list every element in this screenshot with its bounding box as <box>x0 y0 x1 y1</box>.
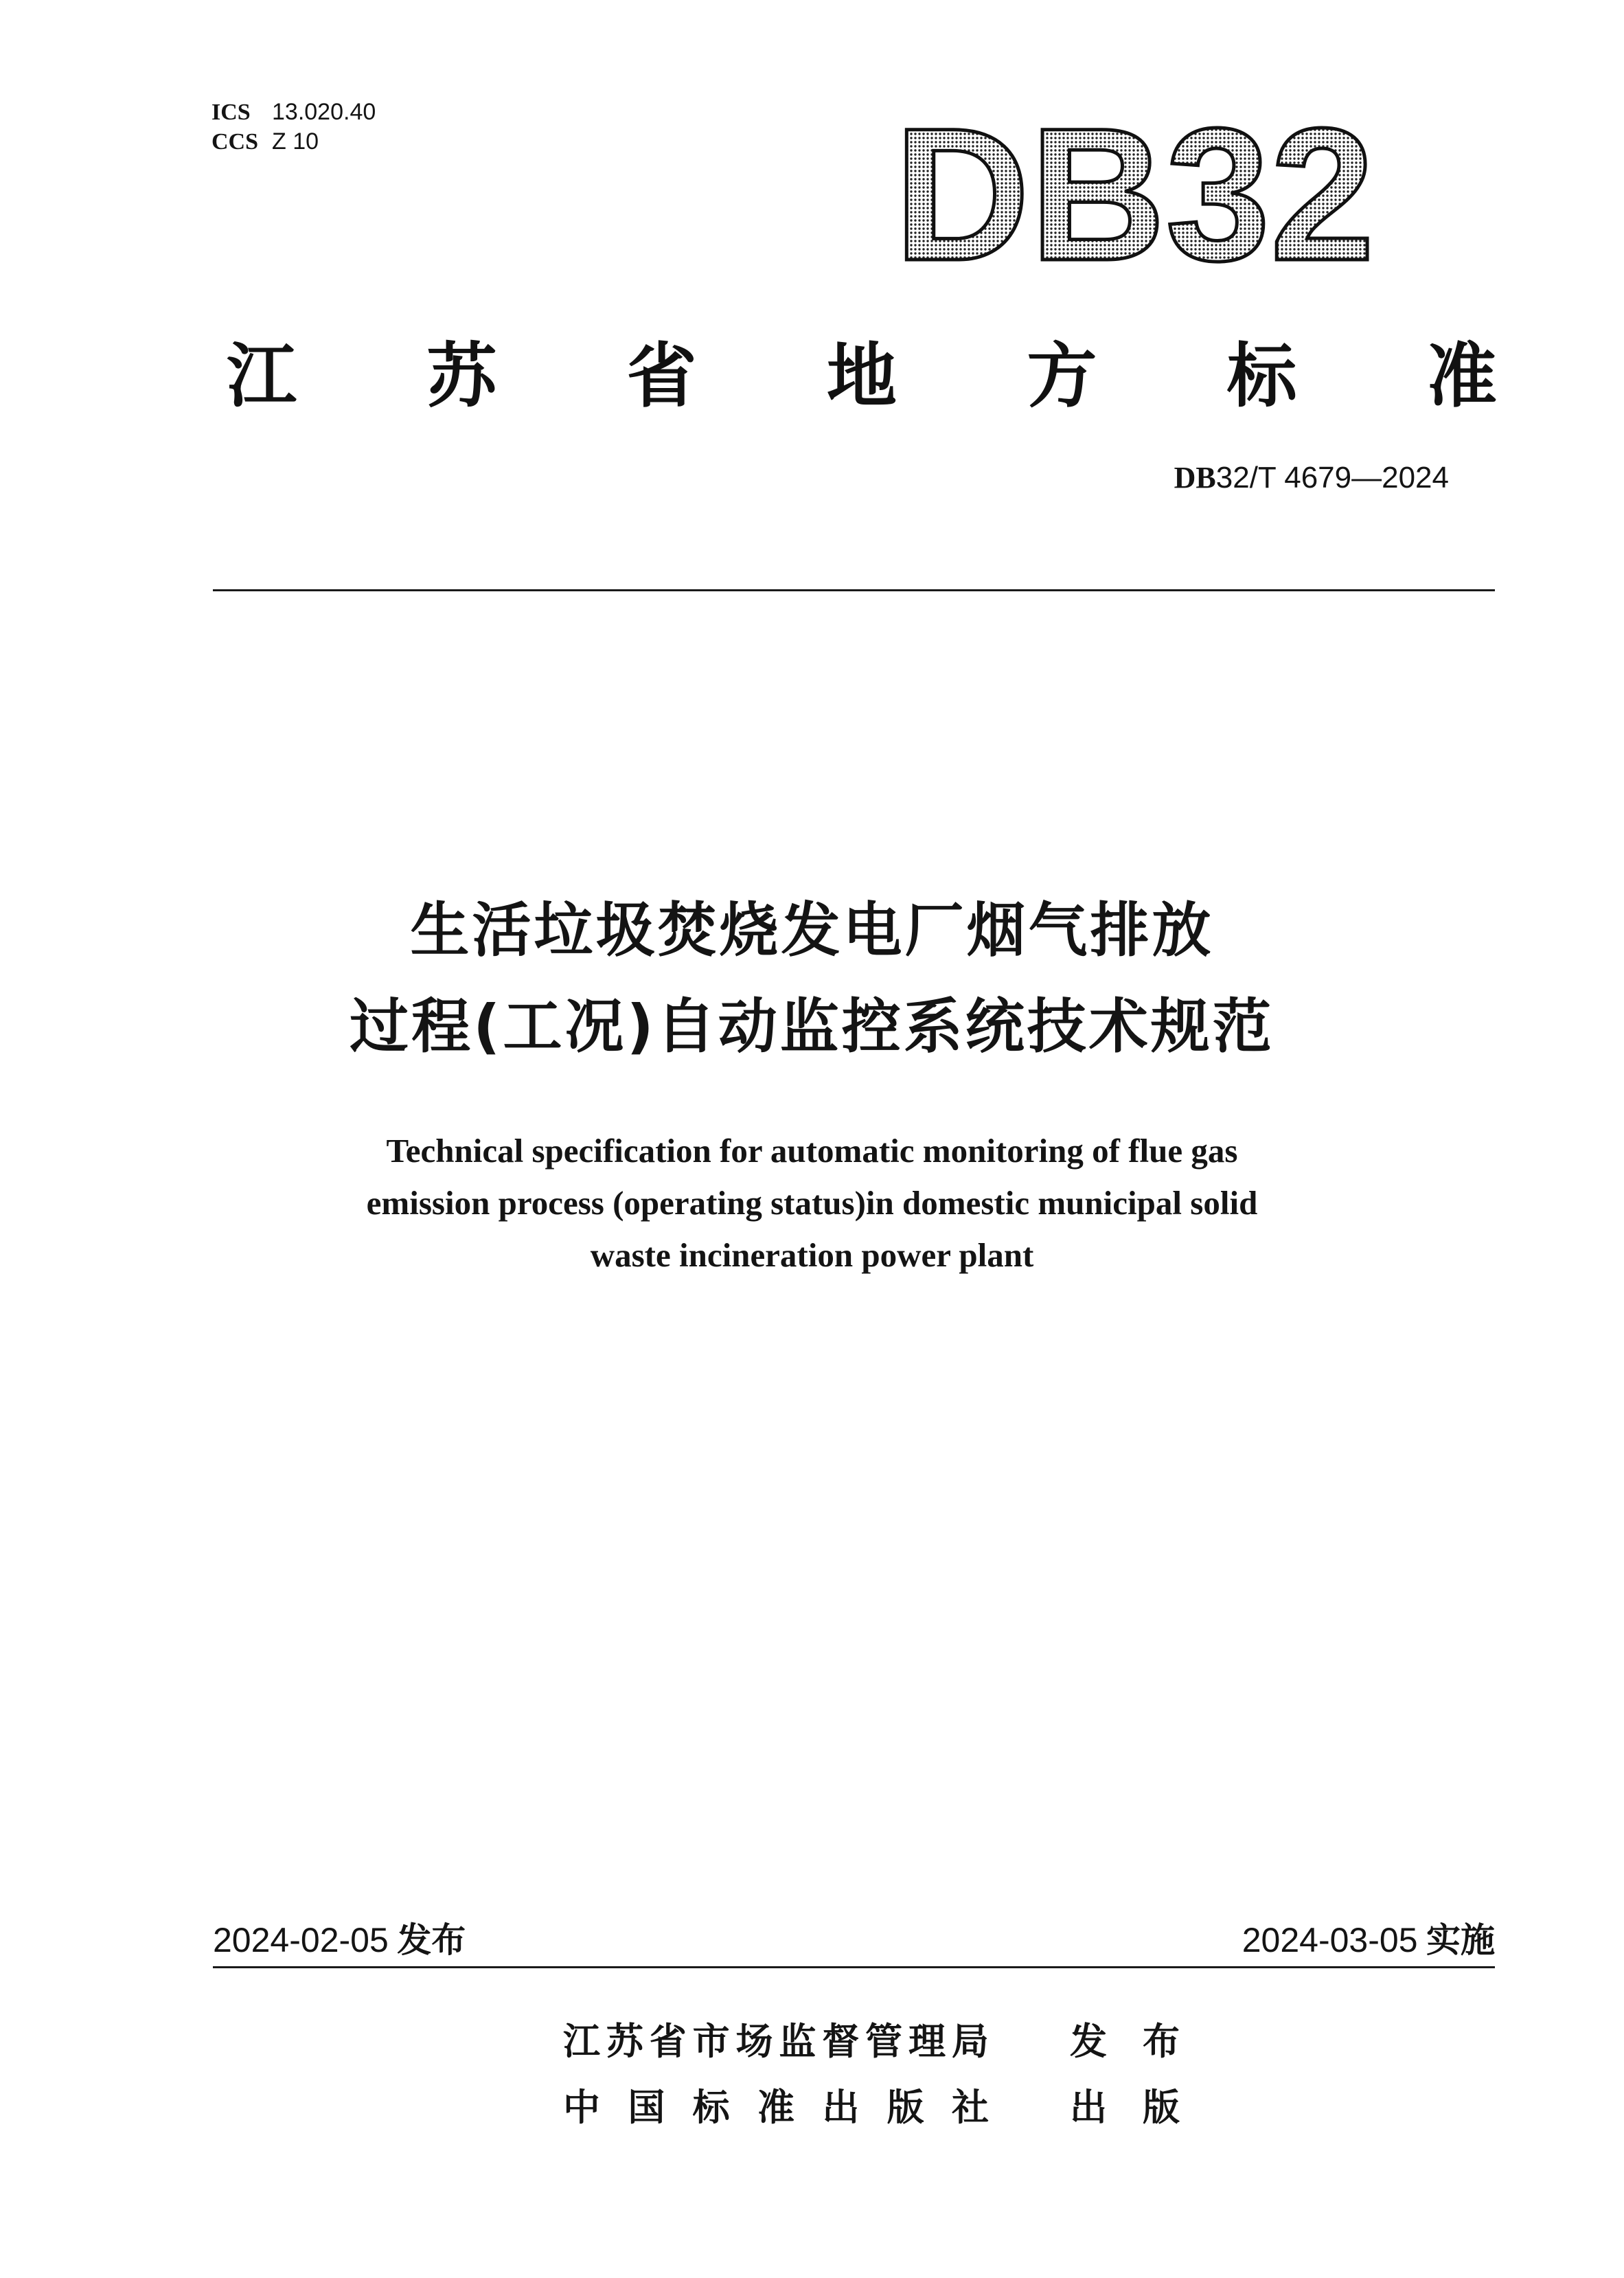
logo-text: DB32 <box>894 103 1375 282</box>
char: 管 <box>865 2019 903 2063</box>
standard-number-prefix: DB <box>1174 461 1216 494</box>
char: 监 <box>779 2019 816 2063</box>
char: 市 <box>692 2019 730 2063</box>
char: 社 <box>951 2085 989 2129</box>
org-title <box>227 323 1497 419</box>
title-en-line: emission process (operating status)in domestic municipal solid <box>366 1184 1258 1222</box>
issue-date <box>213 1913 466 1962</box>
publisher-role <box>1070 2078 1180 2131</box>
char: 出 <box>1070 2085 1107 2129</box>
title-en-line: Technical specification for automatic monitoring of flue gas <box>386 1132 1238 1170</box>
top-divider <box>213 589 1495 591</box>
char: 江 <box>563 2019 600 2063</box>
classification-block <box>211 98 376 157</box>
char: 督 <box>822 2019 860 2063</box>
ccs-value: Z 10 <box>272 128 319 155</box>
char: 江 <box>227 336 297 418</box>
ccs-line <box>211 127 376 157</box>
char: 场 <box>735 2019 773 2063</box>
char: 准 <box>757 2085 794 2129</box>
title-chinese <box>0 882 1624 1075</box>
char: 局 <box>951 2019 989 2063</box>
char: 中 <box>563 2085 600 2129</box>
ics-line <box>211 98 376 127</box>
standard-number <box>1174 460 1449 495</box>
char: 标 <box>692 2085 730 2129</box>
char: 版 <box>887 2085 924 2129</box>
ics-value: 13.020.40 <box>272 99 376 125</box>
char: 发 <box>1070 2019 1107 2063</box>
publisher-role <box>1070 2012 1180 2065</box>
char: 准 <box>1426 336 1497 418</box>
char: 理 <box>908 2019 946 2063</box>
title-en-line: waste incineration power plant <box>590 1236 1034 1274</box>
title-cn-line: 生活垃圾焚烧发电厂烟气排放 <box>410 896 1214 965</box>
title-english <box>0 1125 1624 1282</box>
bottom-divider <box>213 1966 1495 1968</box>
implementation-date <box>1242 1913 1495 1962</box>
char: 省 <box>626 336 697 418</box>
db32-logo <box>880 103 1388 282</box>
char: 国 <box>628 2085 665 2129</box>
ics-label: ICS <box>211 100 251 125</box>
publisher-row <box>563 2005 1180 2071</box>
char: 苏 <box>606 2019 643 2063</box>
ccs-label: CCS <box>211 129 259 155</box>
char: 苏 <box>426 336 497 418</box>
char: 出 <box>822 2085 860 2129</box>
standard-number-rest: 32/T 4679—2024 <box>1215 461 1449 494</box>
issue-date-word: 发布 <box>397 1920 466 1960</box>
char: 布 <box>1143 2019 1180 2063</box>
publisher-name <box>563 2012 989 2065</box>
issue-date-value: 2024-02-05 <box>213 1921 389 1959</box>
char: 省 <box>649 2019 687 2063</box>
publishers-block <box>563 2005 1180 2137</box>
implementation-date-word: 实施 <box>1426 1920 1495 1960</box>
char: 地 <box>826 336 897 418</box>
publisher-name <box>563 2078 989 2131</box>
implementation-date-value: 2024-03-05 <box>1242 1921 1418 1959</box>
char: 版 <box>1143 2085 1180 2129</box>
title-cn-line: 过程(工况)自动监控系统技术规范 <box>350 992 1274 1061</box>
char: 方 <box>1027 336 1097 418</box>
publisher-row <box>563 2071 1180 2137</box>
char: 标 <box>1226 336 1297 418</box>
